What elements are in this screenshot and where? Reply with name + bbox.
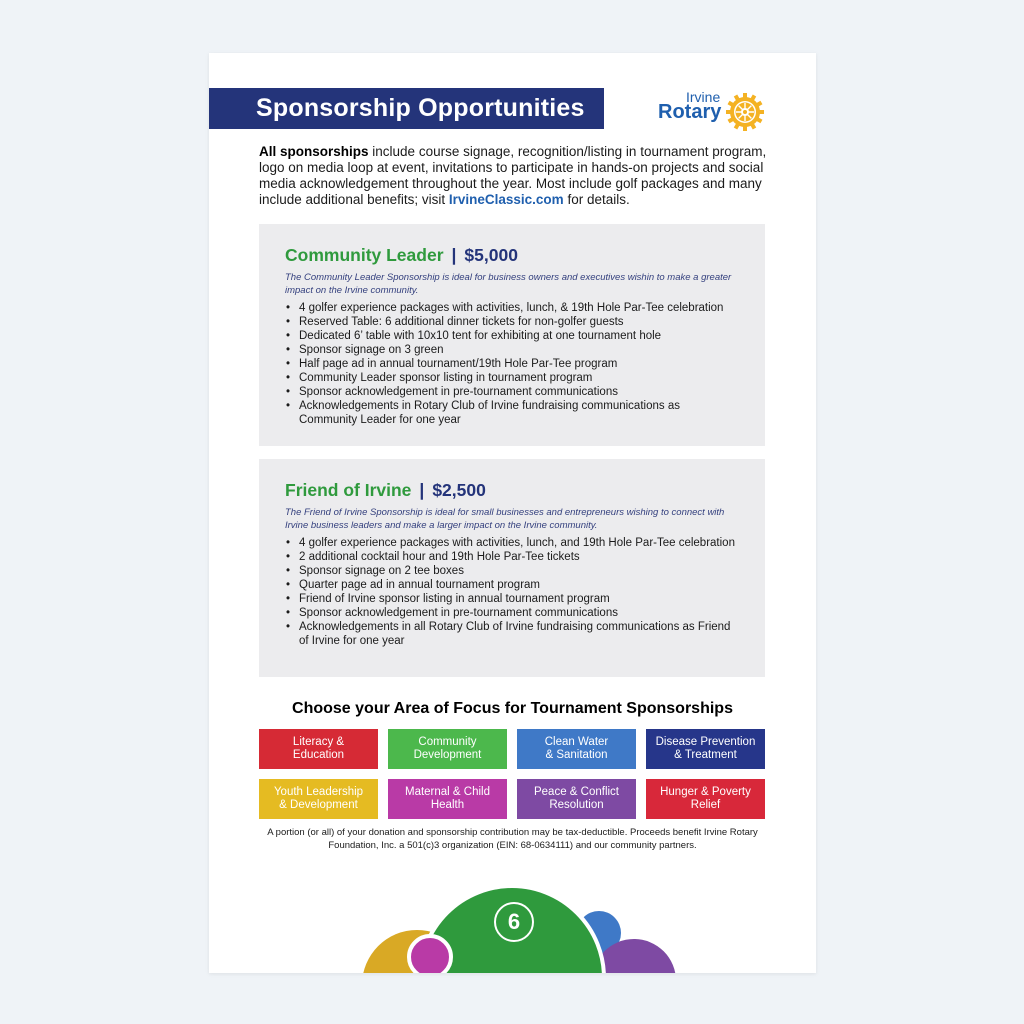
benefit-item: • 4 golfer experience packages with activities, lunch, & 19th Hole Par-Tee celebration <box>285 301 739 315</box>
intro-tail: for details. <box>563 192 630 207</box>
focus-hunger-poverty[interactable]: Hunger & Poverty Relief <box>646 779 765 819</box>
tier-name: Community Leader <box>285 245 444 265</box>
benefit-item: • Sponsor acknowledgement in pre-tournament communications <box>285 606 739 620</box>
benefit-item: • Reserved Table: 6 additional dinner tickets for non-golfer guests <box>285 315 739 329</box>
focus-peace-conflict[interactable]: Peace & Conflict Resolution <box>517 779 636 819</box>
benefit-item: • Sponsor signage on 3 green <box>285 343 739 357</box>
page-title: Sponsorship Opportunities <box>209 88 604 129</box>
tax-disclaimer: A portion (or all) of your donation and sponsorship contribution may be tax-deductible. Proceeds benefit Irvine Rotary Foundation, Inc. a 501(c)3 organization (EIN: 68-0634111) and our community partners. <box>267 827 758 851</box>
tier-heading <box>285 479 739 501</box>
focus-literacy-education[interactable]: Literacy & Education <box>259 729 378 769</box>
website-link[interactable]: IrvineClassic.com <box>448 192 564 207</box>
benefit-item: • 4 golfer experience packages with activities, lunch, and 19th Hole Par-Tee celebration <box>285 536 739 550</box>
benefit-item: • 2 additional cocktail hour and 19th Hole Par-Tee tickets <box>285 550 739 564</box>
tier-friend-of-irvine <box>259 459 765 677</box>
tier-separator: | <box>419 480 425 500</box>
tier-heading <box>285 244 739 266</box>
sponsorship-page <box>209 53 816 973</box>
logo-city: Irvine <box>686 89 721 105</box>
benefit-item: • Friend of Irvine sponsor listing in annual tournament program <box>285 592 739 606</box>
focus-disease-prevention[interactable]: Disease Prevention & Treatment <box>646 729 765 769</box>
circle-magenta <box>409 936 451 973</box>
tier-description: The Friend of Irvine Sponsorship is ideal for small businesses and entrepreneurs wishing to connect with Irvine business leaders and make a larger impact on the Irvine community. <box>285 507 725 531</box>
tier-separator: | <box>451 245 457 265</box>
tier-name: Friend of Irvine <box>285 480 412 500</box>
benefit-item: • Community Leader sponsor listing in tournament program <box>285 371 739 385</box>
focus-area-grid <box>259 729 765 819</box>
intro-lead: All sponsorships <box>259 144 369 159</box>
benefit-item: • Half page ad in annual tournament/19th Hole Par-Tee program <box>285 357 739 371</box>
focus-maternal-child-health[interactable]: Maternal & Child Health <box>388 779 507 819</box>
tier-community-leader <box>259 224 765 446</box>
focus-heading: Choose your Area of Focus for Tournament Sponsorships <box>292 700 733 717</box>
tier-description: The Community Leader Sponsorship is ideal for business owners and executives wishin to make a greater impact on the Irvine community. <box>285 272 732 296</box>
focus-community-development[interactable]: Community Development <box>388 729 507 769</box>
focus-clean-water[interactable]: Clean Water & Sanitation <box>517 729 636 769</box>
rotary-wheel-icon <box>725 92 765 132</box>
intro-text: include course signage, recognition/listing in tournament program, logo on media loop at event, invitations to participate in hands-on projects and social media acknowledgement throughout the year. Most include golf packages and many include additional benefits; visit <box>259 144 767 207</box>
benefit-item: • Acknowledgements in all Rotary Club of Irvine fundraising communications as Friend of Irvine for one year <box>285 620 739 648</box>
benefit-list <box>285 536 739 648</box>
benefit-item: • Sponsor acknowledgement in pre-tournament communications <box>285 385 739 399</box>
logo-name: Rotary <box>658 101 722 123</box>
rotary-logo <box>658 89 768 133</box>
benefit-item: • Quarter page ad in annual tournament program <box>285 578 739 592</box>
intro-paragraph <box>259 144 769 208</box>
benefit-item: • Sponsor signage on 2 tee boxes <box>285 564 739 578</box>
benefit-item: • Acknowledgements in Rotary Club of Irvine fundraising communications as Community Leader for one year <box>285 399 739 427</box>
count-badge: 6 <box>494 902 534 942</box>
decorative-circles <box>209 883 816 973</box>
tier-price: $2,500 <box>432 480 486 500</box>
benefit-item: • Dedicated 6’ table with 10x10 tent for exhibiting at one tournament hole <box>285 329 739 343</box>
benefit-list <box>285 301 739 427</box>
tier-price: $5,000 <box>464 245 518 265</box>
focus-youth-leadership[interactable]: Youth Leadership & Development <box>259 779 378 819</box>
